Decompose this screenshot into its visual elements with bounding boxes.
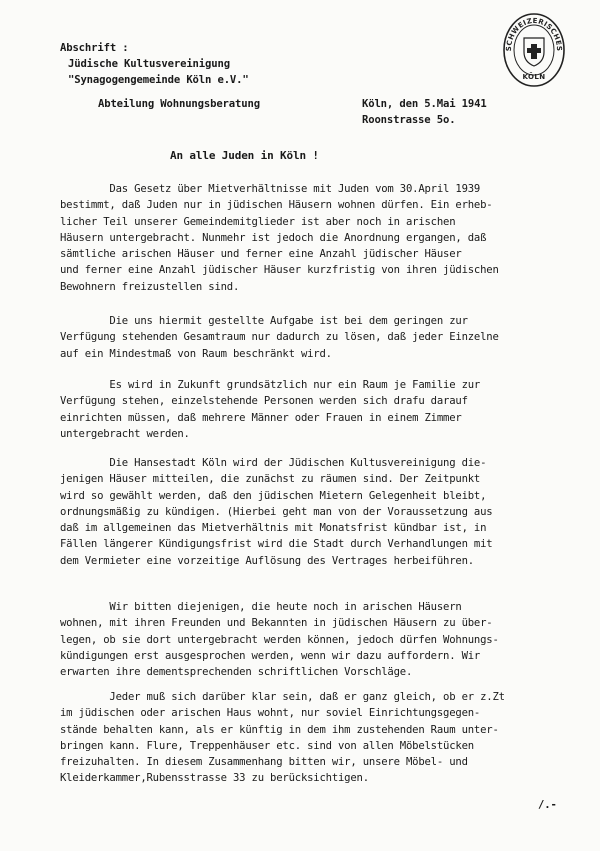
text-line: Kleiderkammer,Rubensstrasse 33 zu berücksichtigen. bbox=[60, 772, 369, 785]
text-line: dem Vermieter eine vorzeitige Auflösung des Vertrages herbeiführen. bbox=[60, 554, 474, 567]
text-line: erwarten ihre dementsprechenden schriftlichen Vorschläge. bbox=[60, 666, 413, 679]
text-line: bestimmt, daß Juden nur in jüdischen Häusern wohnen dürfen. Ein erheb- bbox=[60, 199, 493, 212]
text-line: daß im allgemeinen das Mietverhältnis mit Monatsfrist kündbar ist, in bbox=[60, 522, 487, 535]
paragraph-2 bbox=[60, 313, 600, 362]
paragraph-6 bbox=[60, 689, 600, 787]
text-line: Häusern untergebracht. Nunmehr ist jedoch die Anordnung ergangen, daß bbox=[60, 231, 487, 244]
text-line: wohnen, mit ihren Freunden und Bekannten in jüdischen Häusern zu über- bbox=[60, 617, 493, 630]
street-address: Roonstrasse 5o. bbox=[362, 114, 456, 126]
text-line: jenigen Häuser mitteilen, die zunächst zu räumen sind. Der Zeitpunkt bbox=[60, 473, 481, 486]
text-line: Wir bitten diejenigen, die heute noch in arischen Häusern bbox=[60, 601, 462, 613]
stamp-arc-text: SCHWEIZERISCHES bbox=[504, 16, 564, 52]
text-line: Das Gesetz über Mietverhältnisse mit Juden vom 30.April 1939 bbox=[60, 183, 481, 195]
text-line: stände behalten kann, als er künftig in dem ihm zustehenden Raum unter- bbox=[60, 723, 499, 736]
text-line: einrichten müssen, daß mehrere Männer oder Frauen in einem Zimmer bbox=[60, 411, 462, 424]
text-line: wird so gewählt werden, daß den jüdischen Mietern Gelegenheit bleibt, bbox=[60, 489, 487, 502]
text-line: bringen kann. Flure, Treppenhäuser etc. sind von allen Möbelstücken bbox=[60, 739, 474, 752]
text-line: untergebracht werden. bbox=[60, 427, 190, 440]
text-line: Die Hansestadt Köln wird der Jüdischen Kultusvereinigung die- bbox=[60, 457, 487, 469]
text-line: im jüdischen oder arischen Haus wohnt, nur soviel Einrichtungsgegen- bbox=[60, 707, 481, 720]
text-line: Es wird in Zukunft grundsätzlich nur ein Raum je Familie zur bbox=[60, 379, 481, 391]
salutation: An alle Juden in Köln ! bbox=[170, 149, 319, 162]
paragraph-4 bbox=[60, 455, 600, 569]
copy-label: Abschrift : bbox=[60, 42, 129, 54]
text-line: Verfügung stehenden Gesamtraum nur dadurch zu lösen, daß jeder Einzelne bbox=[60, 331, 499, 344]
paragraph-5 bbox=[60, 599, 600, 680]
continuation-mark: /.- bbox=[538, 799, 557, 811]
text-line: Fällen längerer Kündigungsfrist wird die Stadt durch Verhandlungen mit bbox=[60, 538, 493, 551]
text-line: licher Teil unserer Gemeindemitglieder ist aber noch in arischen bbox=[60, 215, 456, 228]
text-line: sämtliche arischen Häuser und ferner eine Anzahl jüdischer Häuser bbox=[60, 248, 462, 261]
paragraph-1 bbox=[60, 181, 600, 295]
text-line: auf ein Mindestmaß von Raum beschränkt wird. bbox=[60, 347, 332, 360]
text-line: Die uns hiermit gestellte Aufgabe ist bei dem geringen zur bbox=[60, 315, 468, 327]
org-name: Jüdische Kultusvereinigung bbox=[68, 58, 230, 70]
text-line: freizuhalten. In diesem Zusammenhang bitten wir, unsere Möbel- und bbox=[60, 756, 468, 769]
text-line: kündigungen erst ausgesprochen werden, wenn wir dazu auffordern. Wir bbox=[60, 649, 481, 662]
text-line: Bewohnern freizustellen sind. bbox=[60, 280, 240, 293]
text-line: Verfügung stehen, einzelstehende Personen werden sich drafu darauf bbox=[60, 395, 468, 408]
stamp-bottom-text: KÖLN bbox=[522, 73, 546, 81]
text-line: und ferner eine Anzahl jüdischer Häuser kurzfristig von ihren jüdischen bbox=[60, 264, 499, 277]
org-subtitle: "Synagogengemeinde Köln e.V." bbox=[68, 74, 249, 86]
department-name: Abteilung Wohnungsberatung bbox=[98, 98, 260, 110]
text-line: legen, ob sie dort untergebracht werden können, jedoch dürfen Wohnungs- bbox=[60, 633, 499, 646]
paragraph-3 bbox=[60, 377, 600, 442]
cross-icon bbox=[527, 44, 541, 59]
text-line: Jeder muß sich darüber klar sein, daß er ganz gleich, ob er z.Zt bbox=[60, 691, 505, 703]
text-line: ordnungsmäßig zu kündigen. (Hierbei geht man von der Voraussetzung aus bbox=[60, 505, 493, 518]
official-stamp bbox=[502, 6, 566, 88]
place-date: Köln, den 5.Mai 1941 bbox=[362, 98, 487, 110]
